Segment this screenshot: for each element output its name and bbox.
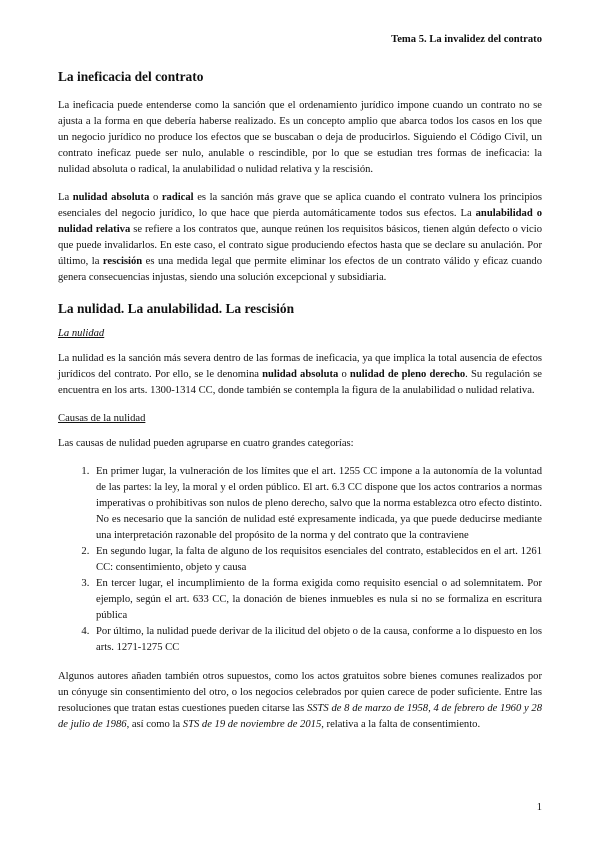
- running-header: Tema 5. La invalidez del contrato: [391, 34, 542, 45]
- term-nulidad-pleno-derecho: nulidad de pleno derecho: [349, 369, 466, 380]
- list-item: 2. En segundo lugar, la falta de alguno de los requisitos esenciales del contrato, establecidos en el art. 1261 CC: consentimiento, objeto y causa: [92, 544, 542, 576]
- term-anulabilidad: anulabilidad o nulidad relativa: [58, 208, 542, 235]
- paragraph-tipos-ineficacia: La nulidad absoluta o radical es la sanción más grave que se aplica cuando el contrato vulnera los principios esenciales del negocio jurídico, lo que hace que pierda automáticamente todos sus efectos. La anulabilidad o nulidad relativa se refiere a los contratos que, aunque reúnen los requisitos básicos, tienen algún defecto o vicio que puede invalidarlos. En este caso, el contrato sigue produciendo efectos hasta que se declare su anulación. Por último, la rescisión es una medida legal que permite eliminar los efectos de un contrato válido y eficaz cuando genera consecuencias injustas, siendo una solución excepcional y subsidiaria.: [58, 192, 543, 283]
- page-content: [58, 68, 542, 745]
- citation-sts-2015: STS de 19 de noviembre de 2015: [182, 719, 322, 730]
- paragraph-nulidad-definicion: La nulidad es la sanción más severa dentro de las formas de ineficacia, ya que implica la total ausencia de efectos jurídicos del contrato. Por ello, se le denomina nulidad absoluta o nulidad de pleno derecho. Su regulación se encuentra en los arts. 1300-1314 CC, donde también se contempla la figura de la anulabilidad o nulidad relativa.: [58, 353, 542, 396]
- paragraph-ineficacia-intro: La ineficacia puede entenderse como la sanción que el ordenamiento jurídico impone cuando un contrato no se ajusta a la forma en que debería haberse realizado. Es un concepto amplio que abarca todos los casos en los que un negocio jurídico no produce los efectos que se buscaban o deja de producirlos. Siguiendo el Código Civil, un contrato ineficaz puede ser nulo, anulable o rescindible, por lo que se estudian tres formas de ineficacia: la nulidad absoluta o radical, la anulabilidad o nulidad relativa y la rescisión.: [58, 100, 542, 175]
- term-nulidad-absoluta-2: nulidad absoluta: [262, 369, 339, 380]
- section-title-ineficacia: La ineficacia del contrato: [58, 69, 204, 84]
- citation-ssts: SSTS de 8 de marzo de 1958, 4 de febrero de 1960 y 28 de julio de 1986: [58, 703, 543, 730]
- heading-causas-nulidad: Causas de la nulidad: [58, 413, 146, 424]
- page-number: 1: [536, 802, 542, 813]
- term-nulidad-absoluta: nulidad absoluta: [72, 192, 150, 203]
- list-item: 3. En tercer lugar, el incumplimiento de la forma exigida como requisito esencial o ad solemnitatem. Por ejemplo, según el art. 633 CC, la donación de bienes inmuebles es nula si no se formaliza en escritura pública: [92, 576, 542, 624]
- section-title-nulidad-anulabilidad-rescision: La nulidad. La anulabilidad. La rescisión: [58, 301, 295, 316]
- paragraph-causas-intro: Las causas de nulidad pueden agruparse en cuatro grandes categorías:: [58, 438, 354, 449]
- list-causas-nulidad: [58, 464, 542, 656]
- paragraph-otros-supuestos: Algunos autores añaden también otros supuestos, como los actos gratuitos sobre bienes comunes realizados por un cónyuge sin consentimiento del otro, o los negocios celebrados por quien carece de poder suficiente. Entre las resoluciones que tratan estas cuestiones pueden citarse las SSTS de 8 de marzo de 1958, 4 de febrero de 1960 y 28 de julio de 1986, así como la STS de 19 de noviembre de 2015, relativa a la falta de consentimiento.: [58, 671, 543, 730]
- term-rescision: rescisión: [102, 256, 143, 267]
- list-item: 1. En primer lugar, la vulneración de los límites que el art. 1255 CC impone a la autonomía de la voluntad de las partes: la ley, la moral y el orden público. El art. 6.3 CC dispone que los actos contrarios a normas imperativas o prohibitivas son nulos de pleno derecho, salvo que la norma establezca otro efecto distinto. No es necesario que la sanción de nulidad esté expresamente indicada, ya que puede deducirse mediante una interpretación razonable del propósito de la norma y del contrato que la contraviene: [92, 464, 542, 544]
- list-item: 4. Por último, la nulidad puede derivar de la ilicitud del objeto o de la causa, conforme a lo dispuesto en los arts. 1271-1275 CC: [92, 624, 542, 656]
- term-radical: radical: [161, 192, 194, 203]
- subsection-title-nulidad: La nulidad: [58, 328, 105, 339]
